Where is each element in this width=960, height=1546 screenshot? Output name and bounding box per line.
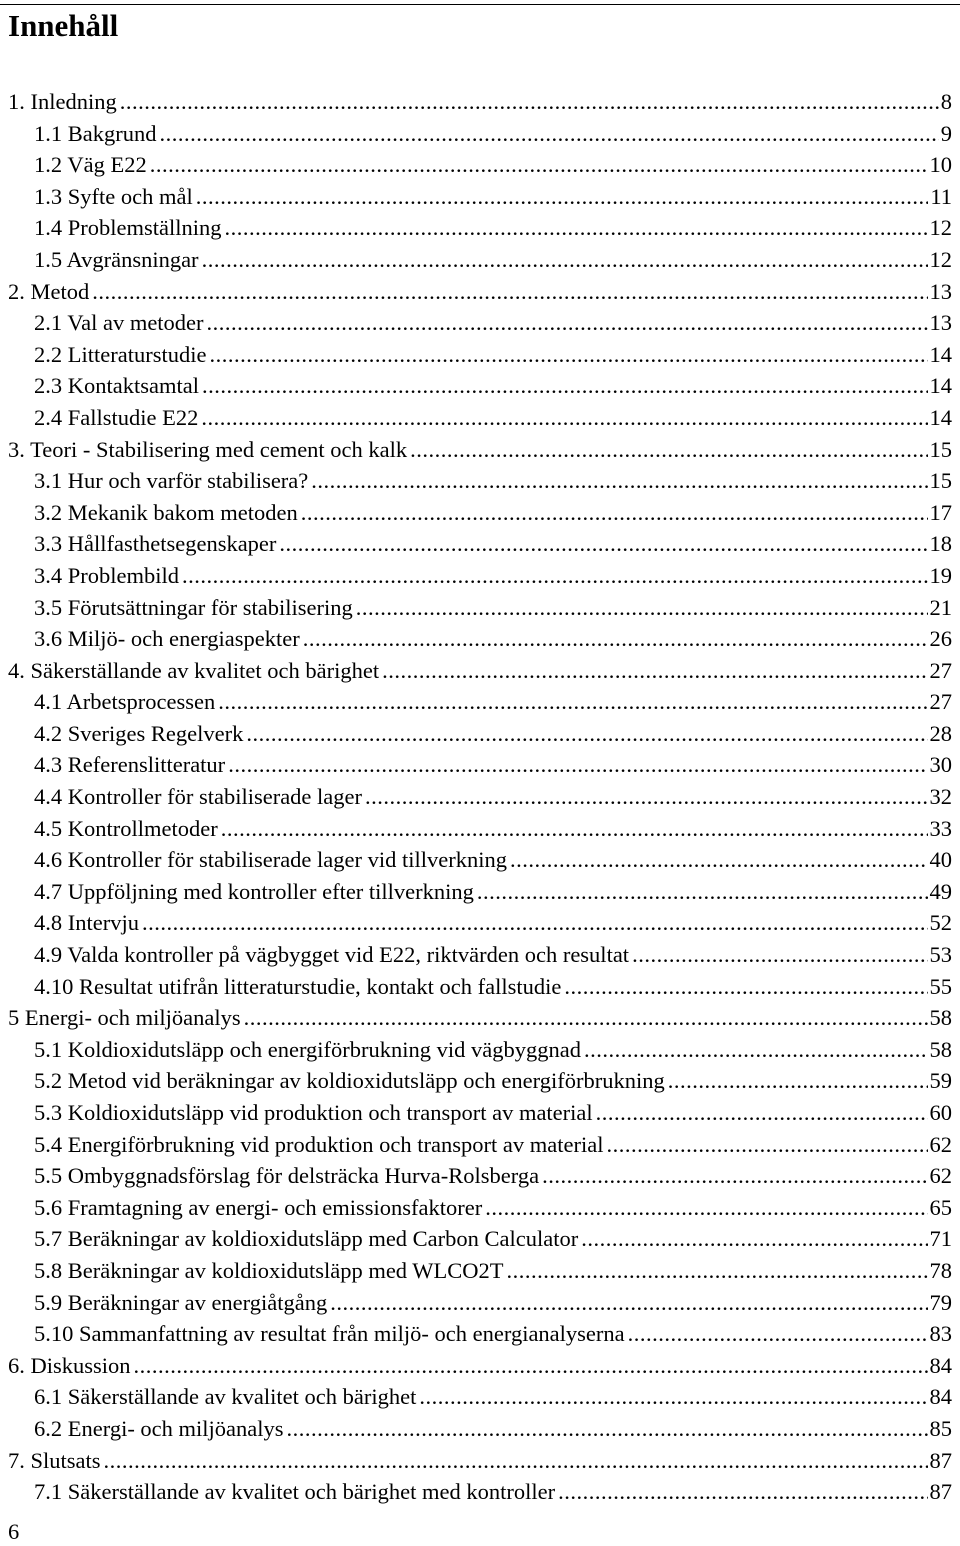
toc-entry-label: 6.2 Energi- och miljöanalys [34,1413,285,1445]
toc-entry-label: 4.1 Arbetsprocessen [34,686,216,718]
toc-entry-label: 1.1 Bakgrund [34,118,158,150]
toc-entry-page: 60 [929,1100,952,1125]
toc-entry-label: 1.3 Syfte och mål [34,181,194,213]
toc-entry[interactable] [0,339,960,371]
toc-leader-dots [558,1476,927,1508]
toc-entry[interactable] [0,592,960,624]
toc-entry[interactable] [0,876,960,908]
toc-entry[interactable] [0,844,960,876]
toc-leader-dots [410,434,927,466]
toc-entry[interactable] [0,813,960,845]
toc-entry-label: 3.1 Hur och varför stabilisera? [34,465,309,497]
toc-entry-label: 5.3 Koldioxidutsläpp vid produktion och transport av material [34,1097,594,1129]
toc-leader-dots [542,1160,927,1192]
toc-entry-page: 10 [929,152,952,178]
toc-leader-dots [202,244,928,276]
toc-entry-page: 12 [929,215,952,241]
toc-entry-page: 14 [929,404,952,430]
toc-entry[interactable] [0,370,960,402]
toc-leader-dots [507,1255,928,1287]
toc-entry-label: 3.3 Hållfasthetsegenskaper [34,528,277,560]
toc-leader-dots [244,1002,928,1034]
toc-leader-dots [104,1445,928,1477]
toc-entry-label: 4.3 Referenslitteratur [34,749,226,781]
page-title: Innehåll [8,8,119,43]
toc-entry-page: 19 [929,562,952,588]
toc-entry-label: 4.2 Sveriges Regelverk [34,718,244,750]
toc-leader-dots [201,402,927,434]
toc-entry[interactable] [0,276,960,308]
toc-entry-page: 17 [929,499,952,525]
toc-entry[interactable] [0,149,960,181]
toc-entry-label: 5.8 Beräkningar av koldioxidutsläpp med WLCO2T [34,1255,505,1287]
toc-entry-page: 78 [929,1257,952,1283]
toc-entry-page: 14 [929,373,952,399]
toc-entry[interactable] [0,244,960,276]
toc-leader-dots [202,370,928,402]
toc-entry[interactable] [0,907,960,939]
toc-leader-dots [150,149,928,181]
toc-leader-dots [632,939,927,971]
toc-entry[interactable] [0,939,960,971]
toc-entry-page: 84 [929,1384,952,1410]
toc-entry-label: 5.10 Sammanfattning av resultat från miljö- och energianalyserna [34,1318,626,1350]
toc-leader-dots [419,1381,927,1413]
toc-entry[interactable] [0,1223,960,1255]
toc-leader-dots [287,1413,928,1445]
toc-entry-page: 49 [929,878,952,904]
toc-leader-dots [477,876,928,908]
toc-entry-label: 2.2 Litteraturstudie [34,339,207,371]
toc-entry-label: 5.4 Energiförbrukning vid produktion och transport av material [34,1129,604,1161]
toc-leader-dots [221,813,928,845]
toc-entry[interactable] [0,1192,960,1224]
toc-entry-page: 87 [929,1447,952,1473]
toc-leader-dots [246,718,927,750]
toc-entry-page: 79 [929,1289,952,1315]
toc-entry-label: 3.4 Problembild [34,560,180,592]
toc-entry-page: 8 [940,89,952,114]
toc-entry-page: 18 [929,531,952,557]
toc-entry-label: 1. Inledning [8,86,118,118]
toc-entry-page: 84 [929,1352,952,1378]
toc-entry[interactable] [0,118,960,150]
toc-leader-dots [209,339,927,371]
toc-entry-page: 85 [929,1415,952,1441]
toc-entry-label: 5 Energi- och miljöanalys [8,1002,242,1034]
toc-entry-page: 87 [929,1479,952,1505]
toc-entry[interactable] [0,1476,960,1508]
toc-leader-dots [120,86,939,118]
toc-entry-label: 4. Säkerställande av kvalitet och bärighet [8,655,380,687]
toc-entry-page: 11 [930,183,952,209]
toc-entry[interactable] [0,655,960,687]
toc-entry[interactable] [0,1129,960,1161]
toc-leader-dots [485,1192,927,1224]
toc-entry-label: 2. Metod [8,276,90,308]
toc-entry[interactable] [0,1160,960,1192]
toc-leader-dots [584,1034,928,1066]
toc-entry-page: 12 [929,246,952,272]
toc-entry-page: 53 [929,942,952,968]
toc-leader-dots [196,181,929,213]
toc-entry[interactable] [0,181,960,213]
toc-entry[interactable] [0,1255,960,1287]
toc-entry-page: 62 [929,1163,952,1189]
toc-leader-dots [564,971,927,1003]
toc-entry-page: 55 [929,973,952,999]
toc-entry[interactable] [0,1097,960,1129]
toc-entry-page: 27 [929,689,952,715]
toc-entry-page: 58 [929,1036,952,1062]
toc-leader-dots [303,623,928,655]
top-rule [0,4,960,5]
toc-entry[interactable] [0,781,960,813]
toc-entry-page: 28 [929,720,952,746]
toc-entry[interactable] [0,528,960,560]
toc-entry-label: 3.5 Förutsättningar för stabilisering [34,592,354,624]
toc-entry-label: 5.2 Metod vid beräkningar av koldioxidutsläpp och energiförbrukning [34,1065,666,1097]
page-number: 6 [8,1519,20,1544]
toc-entry-page: 83 [929,1321,952,1347]
toc-entry[interactable] [0,1318,960,1350]
toc-entry-label: 4.8 Intervju [34,907,140,939]
toc-leader-dots [182,560,928,592]
toc-entry[interactable] [0,1287,960,1319]
toc-leader-dots [92,276,927,308]
toc-entry[interactable] [0,1065,960,1097]
toc-entry[interactable] [0,402,960,434]
toc-entry-page: 14 [929,341,952,367]
toc-entry-page: 21 [929,594,952,620]
toc-entry[interactable] [0,497,960,529]
toc-entry-label: 2.4 Fallstudie E22 [34,402,199,434]
toc-entry-label: 4.6 Kontroller för stabiliserade lager vid tillverkning [34,844,508,876]
toc-leader-dots [207,307,928,339]
toc-entry-page: 59 [929,1068,952,1094]
toc-entry-page: 33 [929,815,952,841]
toc-entry-page: 52 [929,910,952,936]
toc-entry-page: 13 [929,310,952,336]
toc-entry-page: 15 [929,436,952,462]
toc-entry-page: 9 [940,120,952,146]
toc-entry-label: 1.4 Problemställning [34,212,223,244]
toc-entry[interactable] [0,1034,960,1066]
toc-leader-dots [218,686,927,718]
toc-entry[interactable] [0,718,960,750]
toc-entry-label: 4.4 Kontroller för stabiliserade lager [34,781,363,813]
toc-entry-label: 1.2 Väg E22 [34,149,148,181]
toc-entry[interactable] [0,1413,960,1445]
toc-entry[interactable] [0,749,960,781]
toc-entry-label: 5.5 Ombyggnadsförslag för delsträcka Hurva-Rolsberga [34,1160,540,1192]
toc-entry[interactable] [0,434,960,466]
toc-leader-dots [365,781,927,813]
toc-entry[interactable] [0,1002,960,1034]
toc-entry-label: 3.6 Miljö- och energiaspekter [34,623,301,655]
toc-entry-label: 7.1 Säkerställande av kvalitet och bärighet med kontroller [34,1476,556,1508]
toc-entry[interactable] [0,560,960,592]
toc-leader-dots [581,1223,927,1255]
toc-entry-label: 4.5 Kontrollmetoder [34,813,219,845]
toc-leader-dots [279,528,927,560]
toc-entry-label: 2.1 Val av metoder [34,307,205,339]
toc-entry-label: 3. Teori - Stabilisering med cement och kalk [8,434,408,466]
toc-entry-page: 26 [929,626,952,652]
table-of-contents [0,86,960,1508]
toc-leader-dots [606,1129,927,1161]
toc-entry-page: 71 [929,1226,952,1252]
toc-entry-label: 7. Slutsats [8,1445,102,1477]
toc-leader-dots [330,1287,927,1319]
toc-entry-label: 5.6 Framtagning av energi- och emissionsfaktorer [34,1192,483,1224]
toc-entry-label: 3.2 Mekanik bakom metoden [34,497,299,529]
toc-entry-page: 40 [929,847,952,873]
toc-leader-dots [356,592,928,624]
toc-entry-page: 58 [929,1005,952,1031]
toc-entry-page: 65 [929,1194,952,1220]
toc-entry-label: 1.5 Avgränsningar [34,244,200,276]
toc-entry-label: 4.9 Valda kontroller på vägbygget vid E22, riktvärden och resultat [34,939,630,971]
toc-leader-dots [142,907,928,939]
toc-leader-dots [510,844,928,876]
toc-entry[interactable] [0,307,960,339]
toc-entry[interactable] [0,1350,960,1382]
toc-leader-dots [225,212,928,244]
toc-entry-label: 5.1 Koldioxidutsläpp och energiförbrukning vid vägbyggnad [34,1034,582,1066]
toc-entry-page: 13 [929,278,952,304]
toc-entry[interactable] [0,1381,960,1413]
toc-leader-dots [311,465,927,497]
toc-entry[interactable] [0,465,960,497]
toc-leader-dots [668,1065,928,1097]
toc-entry-label: 5.9 Beräkningar av energiåtgång [34,1287,328,1319]
toc-entry[interactable] [0,971,960,1003]
toc-entry-label: 5.7 Beräkningar av koldioxidutsläpp med Carbon Calculator [34,1223,579,1255]
toc-entry[interactable] [0,86,960,118]
toc-entry[interactable] [0,686,960,718]
toc-entry-page: 27 [929,657,952,683]
toc-entry-label: 4.7 Uppföljning med kontroller efter tillverkning [34,876,475,908]
toc-leader-dots [301,497,928,529]
toc-entry-label: 6.1 Säkerställande av kvalitet och bärighet [34,1381,417,1413]
toc-leader-dots [596,1097,928,1129]
toc-entry-page: 15 [929,468,952,494]
toc-leader-dots [134,1350,928,1382]
toc-entry-label: 2.3 Kontaktsamtal [34,370,200,402]
toc-entry-page: 62 [929,1131,952,1157]
toc-leader-dots [160,118,939,150]
toc-entry-label: 4.10 Resultat utifrån litteraturstudie, kontakt och fallstudie [34,971,562,1003]
toc-entry[interactable] [0,212,960,244]
toc-leader-dots [628,1318,928,1350]
toc-leader-dots [228,749,927,781]
toc-entry-page: 32 [929,784,952,810]
toc-entry-label: 6. Diskussion [8,1350,132,1382]
toc-entry[interactable] [0,1445,960,1477]
toc-entry-page: 30 [929,752,952,778]
toc-leader-dots [382,655,927,687]
toc-entry[interactable] [0,623,960,655]
